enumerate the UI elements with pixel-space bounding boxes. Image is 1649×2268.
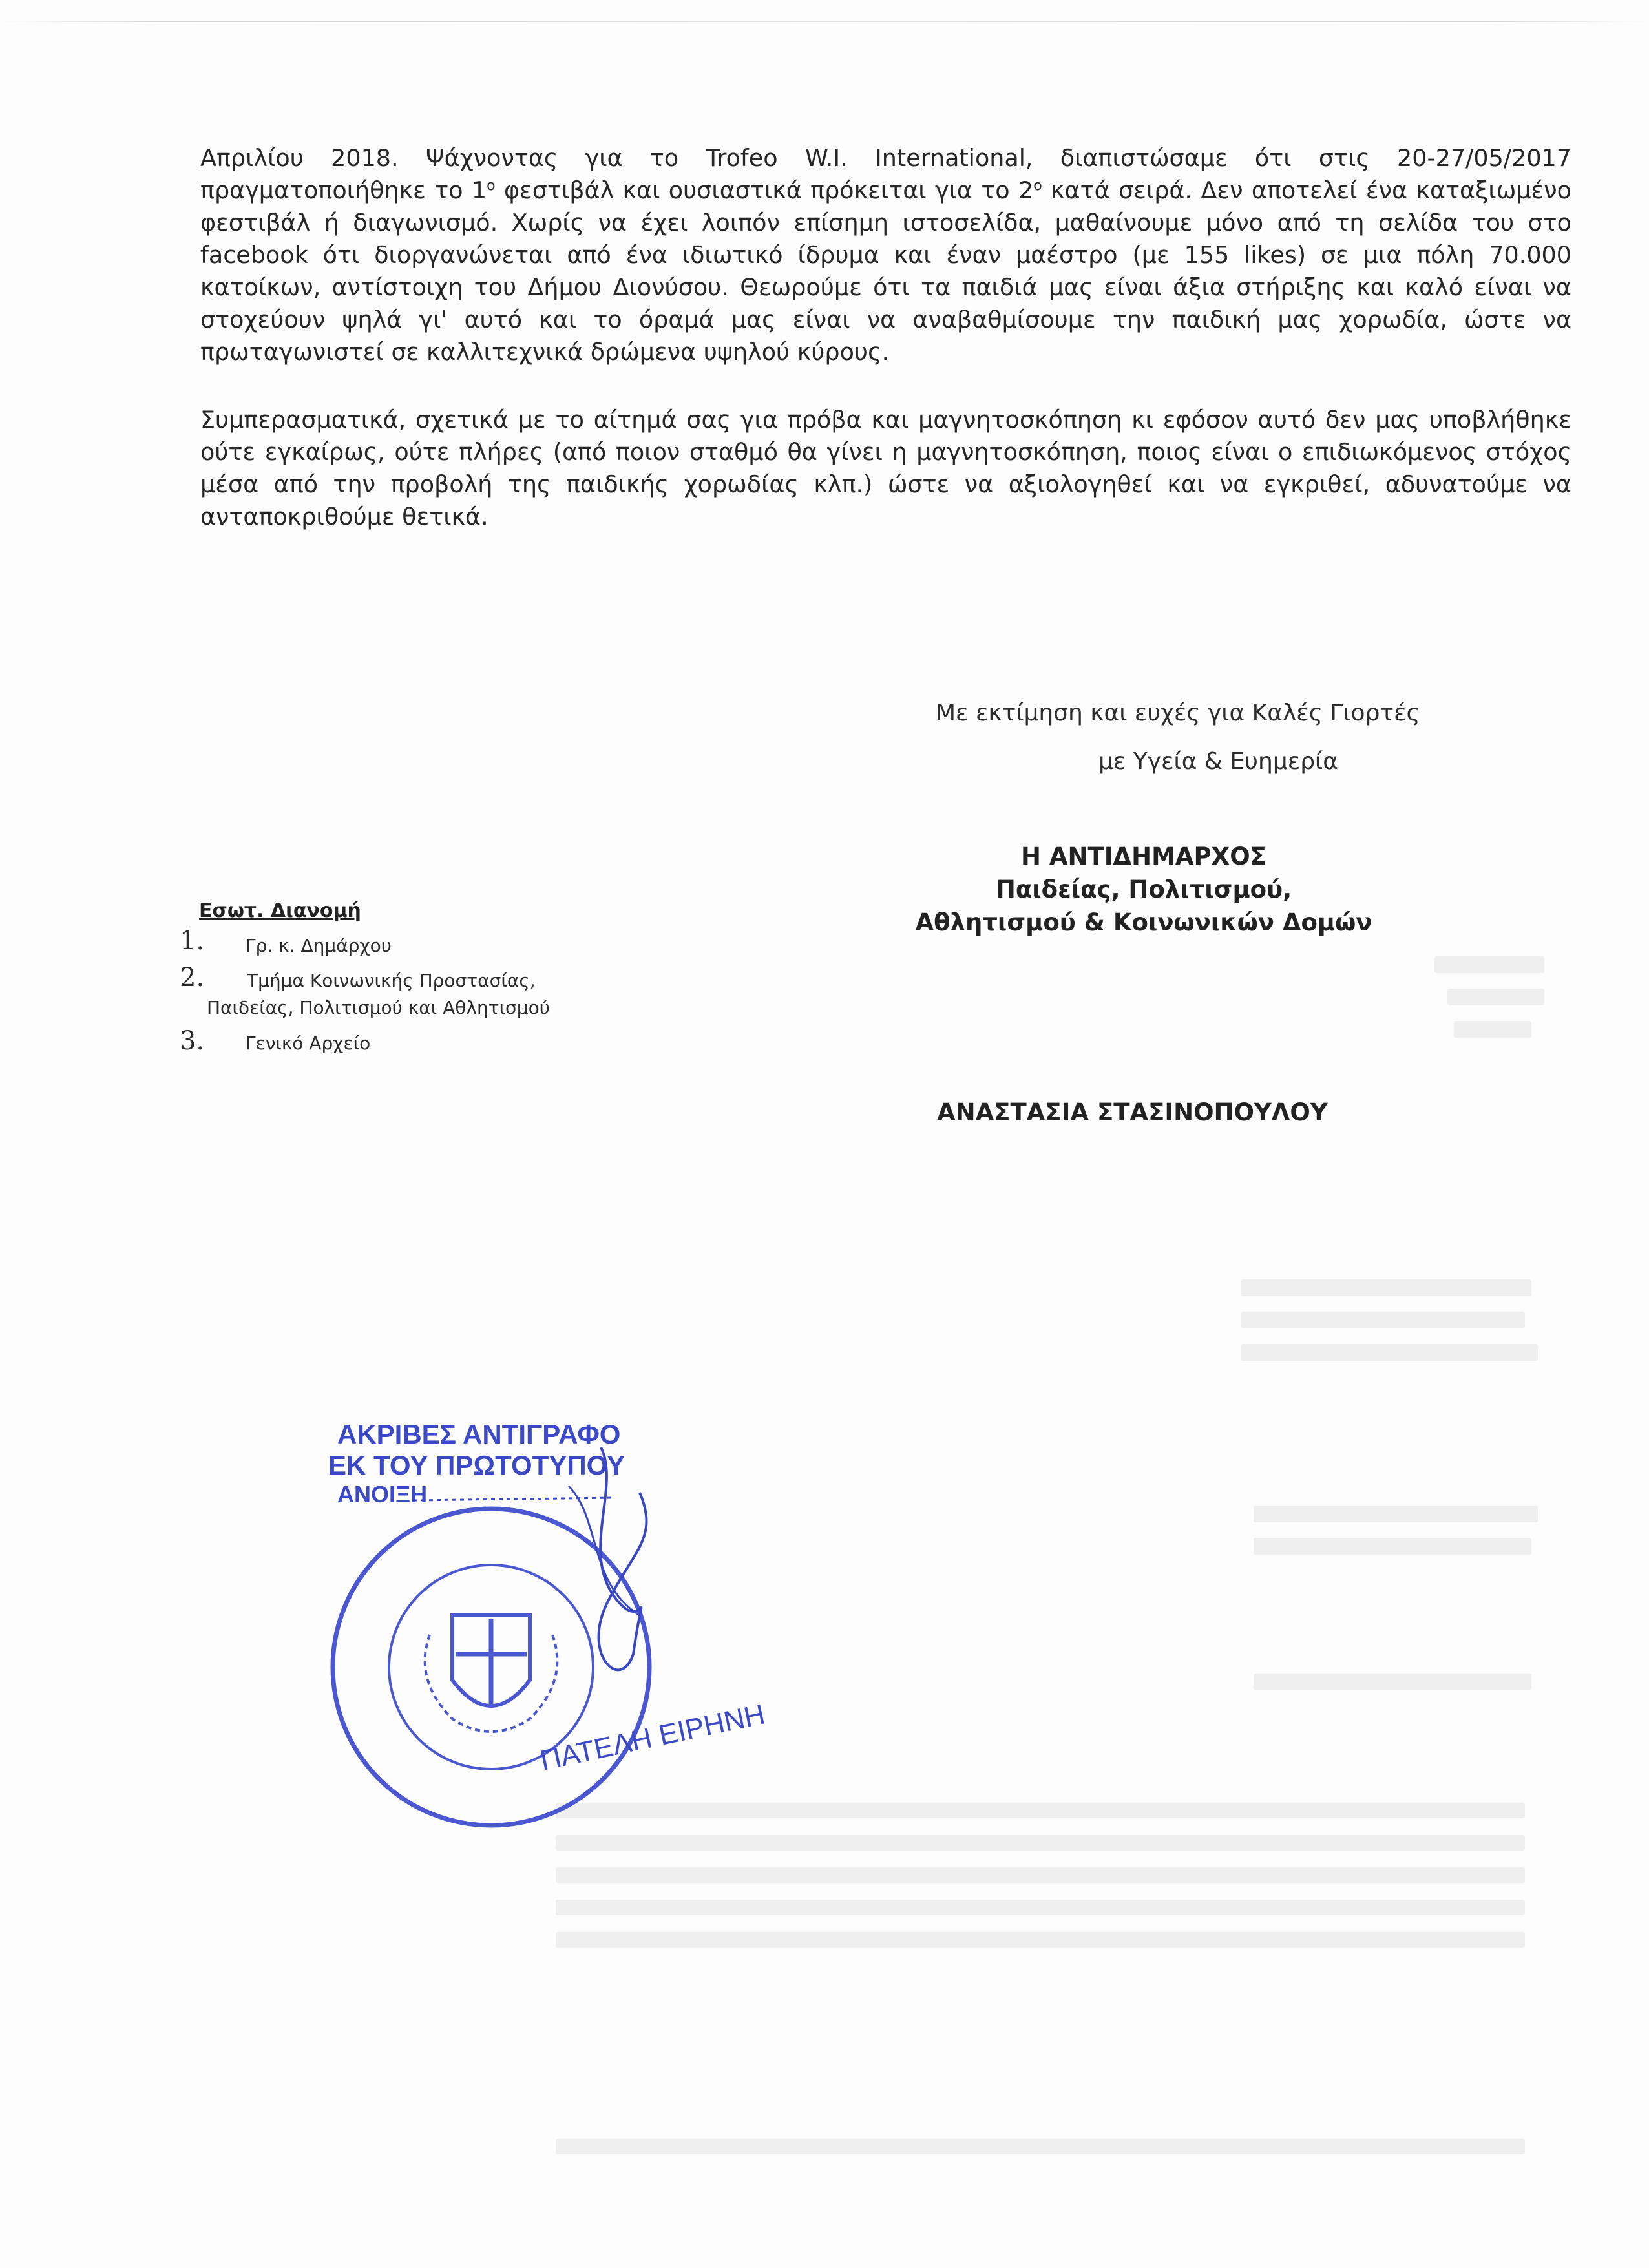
signatory-department-2: Αθλητισμού & Κοινωνικών Δομών (915, 908, 1372, 936)
closing-greeting: Με εκτίμηση και ευχές για Καλές Γιορτές (936, 700, 1420, 726)
signatory-name: ΑΝΑΣΤΑΣΙΑ ΣΤΑΣΙΝΟΠΟΥΛΟΥ (937, 1098, 1328, 1126)
distribution-item: Γρ. κ. Δημάρχου (246, 935, 392, 956)
letter-paragraph-1: Απριλίου 2018. Ψάχνοντας για το Trofeo W.I. International, διαπιστώσαμε ότι στις 20-27/05/2017 πραγματοποιήθηκε το $1^o$ φεστιβάλ και ουσιαστικά πρόκειται για το $2^o$ κατά σειρά. Δεν αποτελεί ένα καταξιωμένο φεστιβάλ ή διαγωνισμό. Χωρίς να έχει λοιπόν επίσημη ιστοσελίδα, μαθαίνουμε μόνο από τη σελίδα του στο facebook ότι διοργανώνεται από ένα ιδιωτικό ίδρυμα και έναν μαέστρο (με 155 likes) σε μια πόλη 70.000 κατοίκων, αντίστοιχη του Δήμου Διονύσου. Θεωρούμε ότι τα παιδιά μας είναι άξια στήριξης και καλό είναι να στοχεύουν ψηλά γι' αυτό και το όραμά μας είναι να αναβαθμίσουμε την παιδική μας χορωδία, ώστε να πρωταγωνιστεί σε καλλιτεχνικά δρώμενα υψηλού κύρους. (200, 144, 1572, 366)
stamp-certified-copy: ΑΚΡΙΒΕΣ ΑΝΤΙΓΡΑΦΟ (337, 1419, 621, 1449)
distribution-item: Παιδείας, Πολιτισμού και Αθλητισμού (207, 997, 550, 1018)
distribution-item: Τμήμα Κοινωνικής Προστασίας, (247, 970, 536, 991)
closing-wishes: με Υγεία & Ευημερία (1098, 748, 1338, 775)
stamp-name: ΠΑΤΕΛΗ ΕΙΡΗΝΗ (537, 1698, 768, 1777)
stamp-location: ΑΝΟΙΞΗ (337, 1481, 428, 1507)
signatory-department-1: Παιδείας, Πολιτισμού, (995, 876, 1292, 903)
signatory-role: Η ΑΝΤΙΔΗΜΑΡΧΟΣ (1021, 843, 1266, 870)
distribution-number: 1. (180, 926, 205, 956)
distribution-title: Εσωτ. Διανομή (199, 899, 361, 922)
distribution-number: 3. (180, 1026, 205, 1056)
distribution-number: 2. (180, 963, 205, 992)
distribution-item: Γενικό Αρχείο (246, 1033, 371, 1054)
stamp-from-original: ΕΚ ΤΟΥ ΠΡΩΤΟΤΥΠΟΥ (328, 1450, 625, 1480)
letter-paragraph-2: Συμπερασματικά, σχετικά με το αίτημά σας για πρόβα και μαγνητοσκόπηση κι εφόσον αυτό δεν μας υποβλήθηκε ούτε εγκαίρως, ούτε πλήρες (από ποιον σταθμό θα γίνει η μαγνητοσκόπηση, ποιος είναι ο επιδιωκόμενος στόχος μέσα από την προβολή της παιδικής χορωδίας κλπ.) ώστε να αξιολογηθεί και να εγκριθεί, αδυνατούμε να ανταποκριθούμε θετικά. (200, 406, 1571, 530)
